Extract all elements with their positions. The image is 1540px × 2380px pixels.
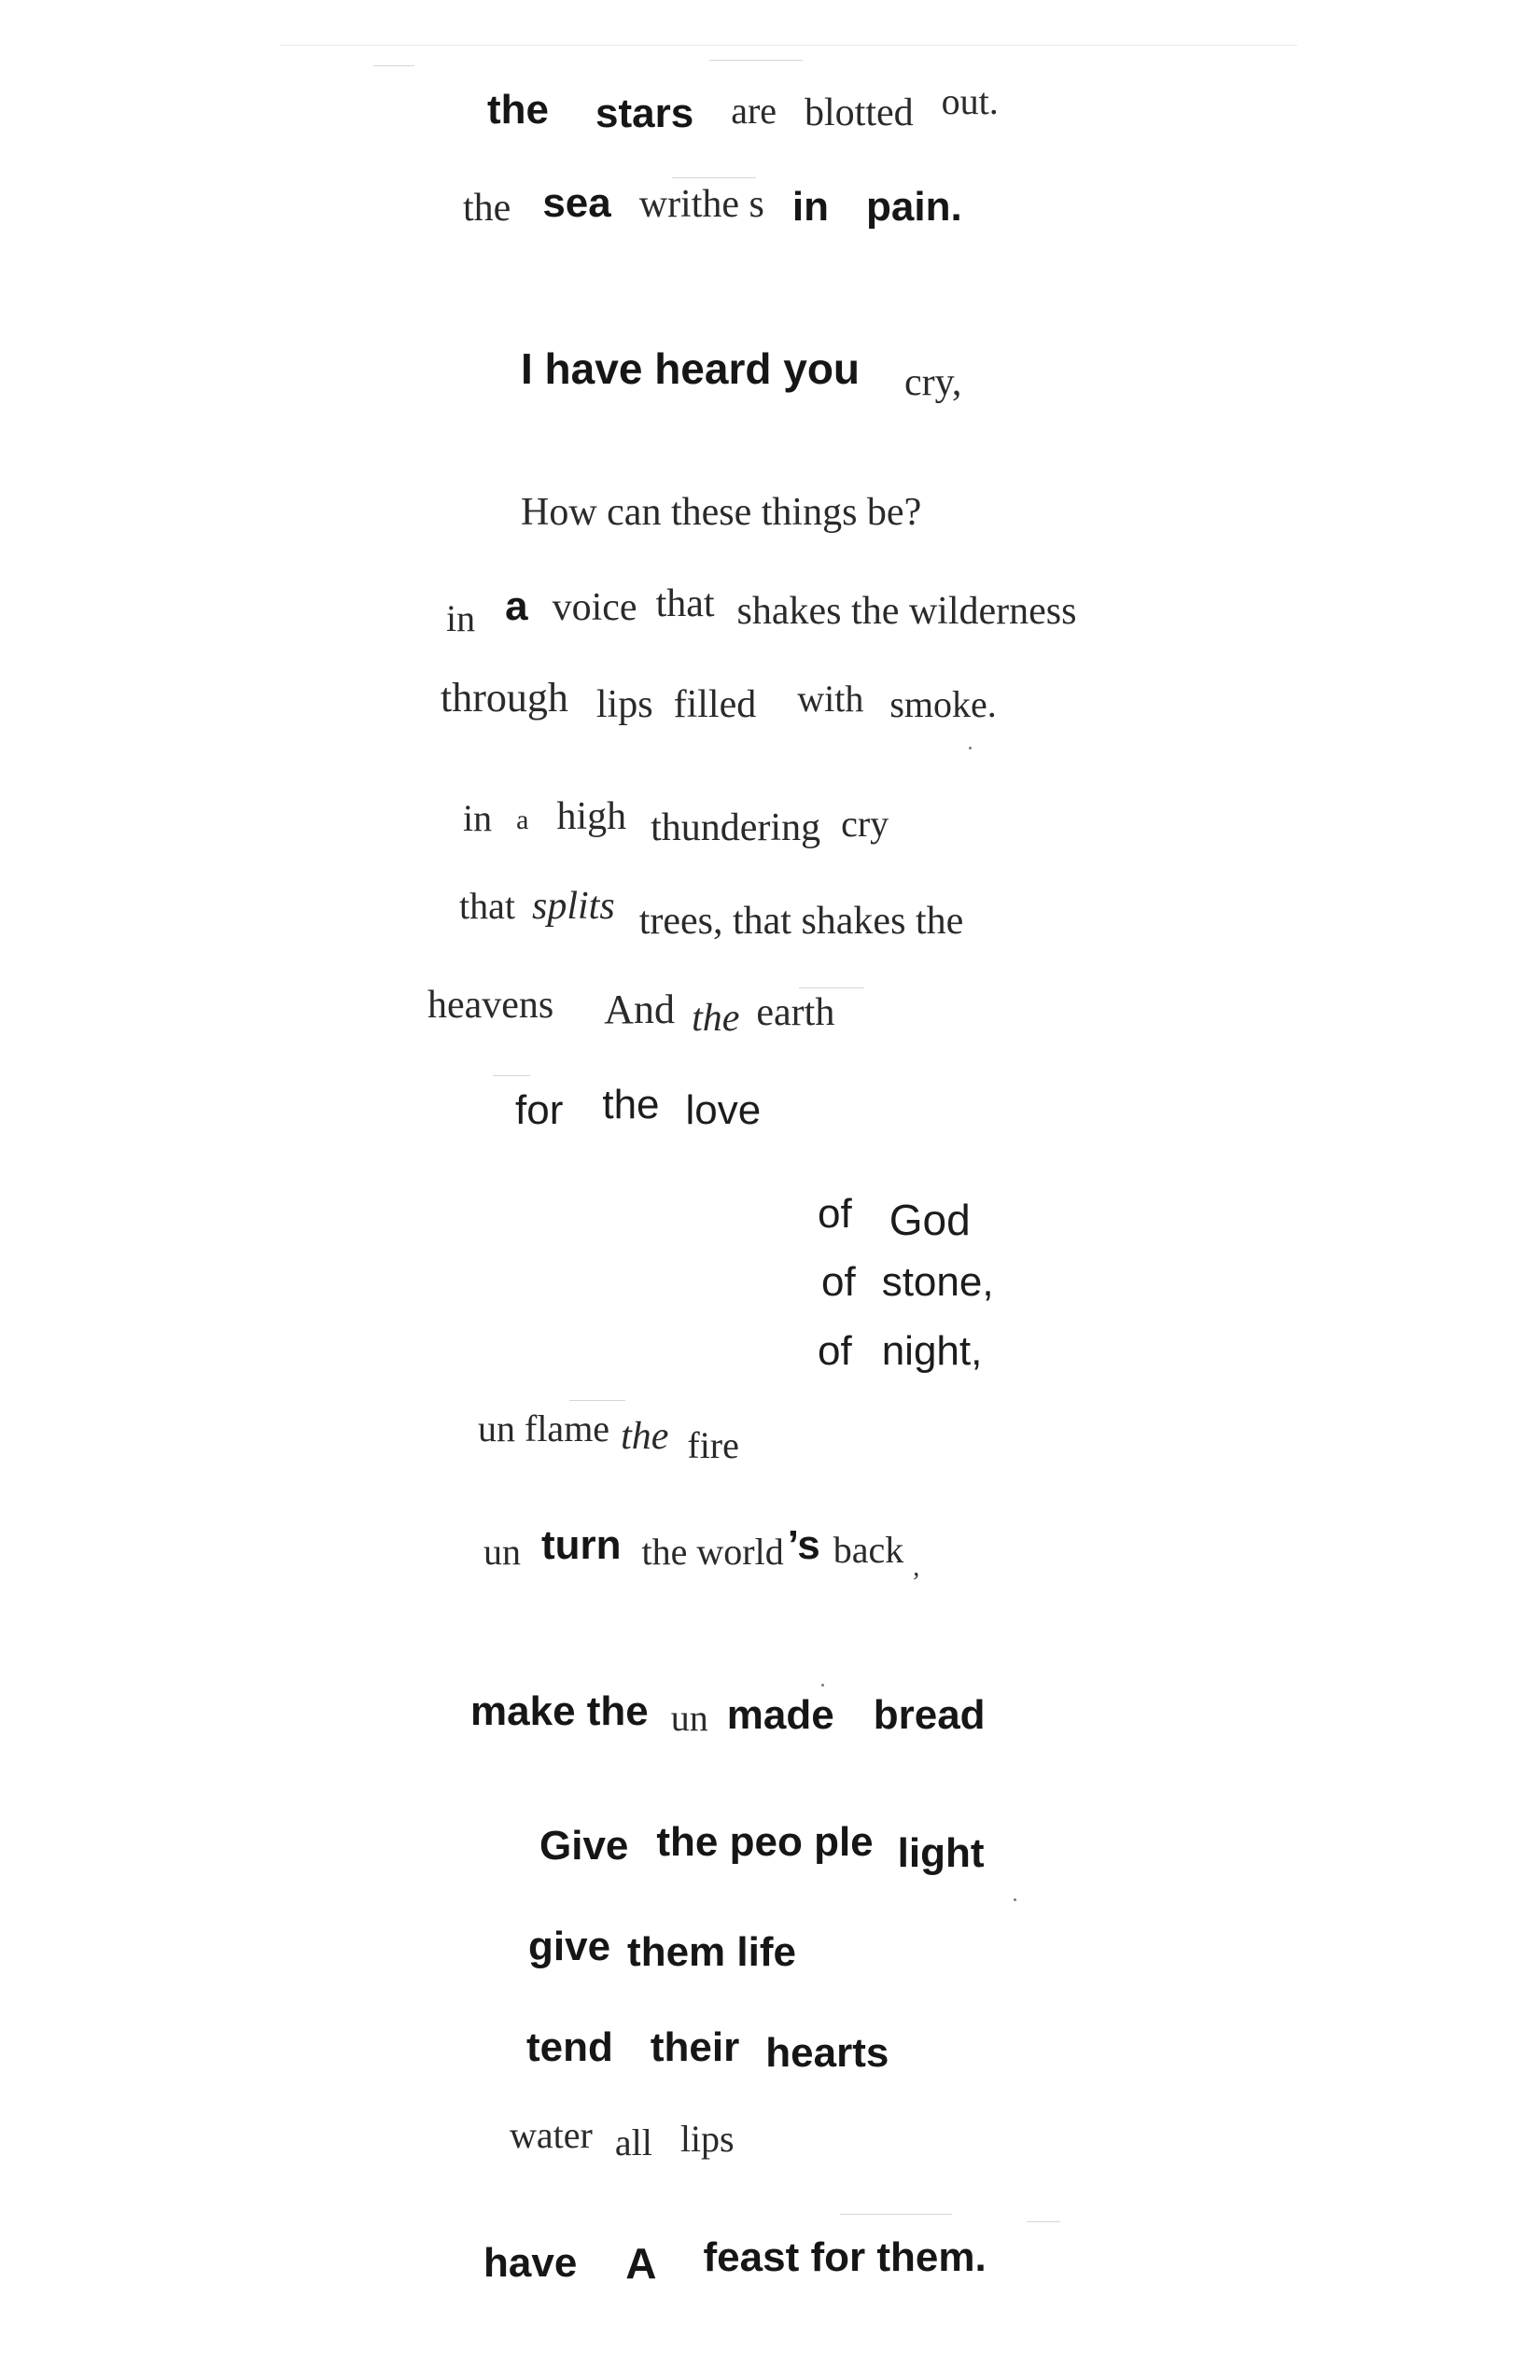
word-turn: turn	[541, 1522, 622, 1568]
word-are: are	[731, 90, 777, 132]
scrap-edge	[799, 987, 864, 988]
word-of: of	[821, 1259, 856, 1305]
word-sea: sea	[542, 180, 611, 226]
word-and: And	[604, 987, 676, 1032]
scrap-edge	[569, 1400, 625, 1401]
word-in: in	[446, 597, 476, 639]
word-un: un	[483, 1531, 521, 1573]
word-un-flame: un flame	[478, 1407, 610, 1449]
word-heavens: heavens	[427, 984, 554, 1027]
word-of: of	[818, 1191, 852, 1237]
speck	[821, 1684, 824, 1687]
words-shakes-the-wilderness: shakes the wilderness	[736, 590, 1077, 633]
word-possessive-s: ’s	[787, 1522, 820, 1568]
scrap-edge	[493, 1075, 530, 1076]
words-the-people: the peo ple	[656, 1819, 874, 1865]
word-night: night,	[881, 1328, 983, 1374]
word-bread: bread	[873, 1692, 986, 1738]
word-the: the	[621, 1415, 669, 1458]
word-splits: splits	[531, 885, 615, 928]
word-the: the	[692, 997, 740, 1040]
word-un: un	[670, 1697, 708, 1739]
word-hearts: hearts	[765, 2030, 889, 2076]
poem-line-of-night	[818, 1328, 983, 1374]
poem-line-water-lips	[510, 2114, 735, 2163]
word-the: the	[602, 1082, 660, 1127]
word-made: made	[726, 1692, 834, 1738]
word-light: light	[897, 1830, 985, 1876]
word-the-world: the world	[641, 1531, 784, 1573]
word-lips: lips	[595, 683, 653, 726]
word-their: their	[650, 2024, 740, 2070]
word-voice: voice	[552, 586, 637, 629]
word-tend: tend	[526, 2024, 613, 2070]
paper-top-edge	[280, 45, 1297, 46]
word-of: of	[818, 1328, 852, 1374]
word-love: love	[685, 1087, 762, 1133]
words-how-can-these-things-be: How can these things be?	[521, 491, 922, 534]
word-i-have-heard-you: I have heard you	[521, 344, 861, 393]
poem-line-splits	[459, 885, 964, 943]
word-give: give	[528, 1924, 611, 1969]
word-with: with	[797, 678, 864, 720]
word-god: God	[889, 1196, 971, 1244]
word-for: for	[515, 1087, 564, 1133]
poem-line-for-the-love	[515, 1082, 762, 1133]
poem-line-high	[463, 795, 889, 849]
poem-line-unturn	[483, 1522, 920, 1582]
poem-line-make-bread	[470, 1688, 986, 1739]
word-all: all	[614, 2121, 652, 2163]
scrap-edge	[672, 177, 756, 178]
word-the: the	[463, 187, 511, 230]
word-in: in	[791, 184, 829, 230]
poem-line-tend-hearts	[526, 2024, 889, 2076]
word-the: the	[487, 87, 549, 133]
words-feast-for-them: feast for them.	[703, 2234, 987, 2280]
speck	[969, 747, 972, 749]
poem-line-how-can	[521, 493, 921, 532]
word-give: Give	[539, 1823, 629, 1869]
scrap-edge	[709, 60, 803, 61]
word-blotted: blotted	[805, 91, 914, 134]
word-filled: filled	[673, 683, 757, 726]
poem-line-sea	[463, 180, 962, 230]
word-writhes: writhe s	[638, 183, 764, 226]
word-pain: pain.	[866, 184, 962, 230]
word-a: a	[505, 583, 528, 629]
word-thundering: thundering	[651, 806, 821, 849]
word-water: water	[510, 2114, 593, 2156]
word-that: that	[459, 885, 515, 927]
scrap-edge	[1027, 2221, 1060, 2222]
word-earth: earth	[756, 991, 835, 1034]
word-have: have	[483, 2240, 578, 2286]
word-cry: cry	[841, 803, 889, 845]
words-trees-that-shakes-the: trees, that shakes the	[638, 900, 964, 943]
speck	[1014, 1898, 1016, 1901]
poem-line-heard	[521, 344, 962, 404]
poem-line-give-light	[539, 1819, 985, 1876]
poem-line-through	[441, 675, 997, 726]
word-a: A	[625, 2239, 657, 2288]
word-high: high	[556, 795, 627, 838]
word-smoke: smoke.	[889, 683, 997, 725]
word-out: out.	[941, 80, 999, 122]
poem-line-have-feast	[483, 2234, 987, 2288]
scrap-edge	[373, 65, 414, 66]
poem-line-of-god	[818, 1191, 971, 1244]
word-back: back	[833, 1529, 904, 1571]
poem-line-unflame	[478, 1407, 739, 1466]
word-lips: lips	[679, 2118, 735, 2160]
word-a: a	[516, 805, 529, 835]
trailing-comma: ,	[913, 1553, 920, 1582]
scrap-edge	[840, 2214, 952, 2215]
words-them-life: them life	[627, 1929, 796, 1975]
poem-line-voice	[446, 582, 1077, 639]
poem-line-give-them-life	[528, 1924, 796, 1975]
word-in: in	[463, 797, 493, 839]
poem-line-heavens	[427, 984, 835, 1040]
poem-line-stars	[487, 80, 999, 136]
word-cry: cry,	[904, 361, 962, 404]
words-make-the: make the	[470, 1688, 649, 1734]
poem-line-of-stone	[821, 1259, 994, 1305]
word-stars: stars	[595, 91, 694, 136]
word-through: through	[441, 675, 568, 721]
word-that: that	[655, 582, 715, 625]
word-fire: fire	[687, 1424, 739, 1466]
word-stone: stone,	[881, 1259, 994, 1305]
